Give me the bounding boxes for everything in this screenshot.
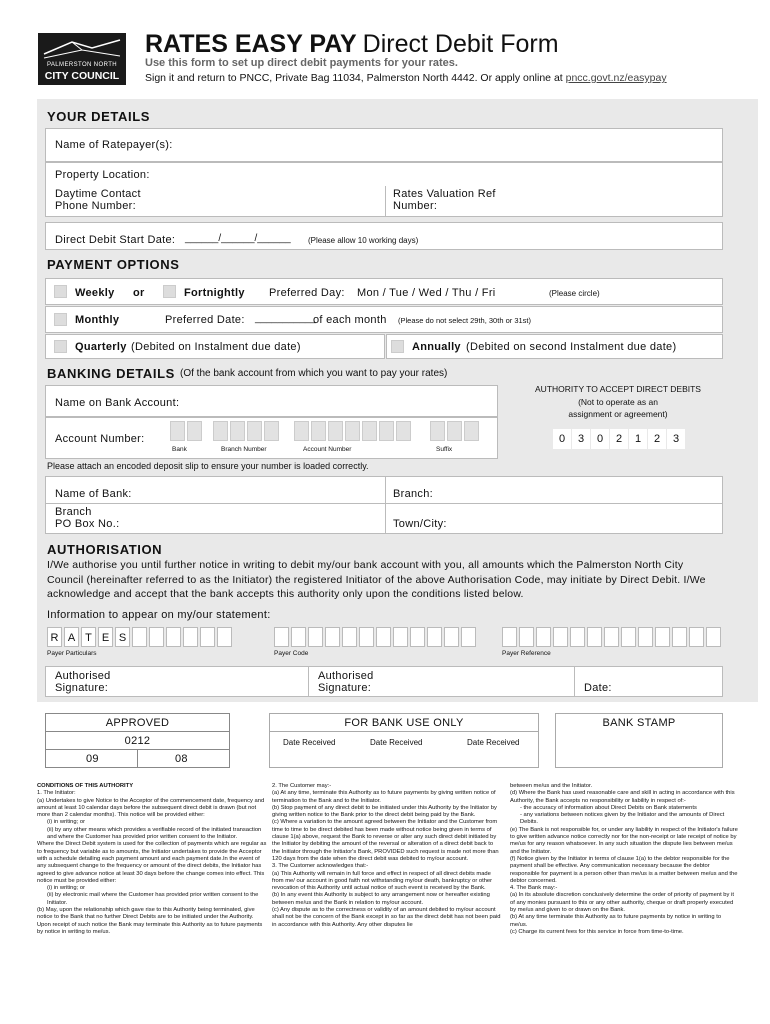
divider xyxy=(308,666,309,697)
of-month-label: of each month xyxy=(313,314,387,326)
authorisation-heading: AUTHORISATION xyxy=(47,542,163,557)
payer-particulars-cell[interactable] xyxy=(200,627,215,647)
quarterly-note: (Debited on Instalment due date) xyxy=(131,341,301,353)
branch-digit[interactable] xyxy=(230,421,245,441)
annually-checkbox[interactable] xyxy=(391,340,404,353)
payer-code-cell[interactable] xyxy=(325,627,340,647)
daytime-label-2: Phone Number: xyxy=(55,200,136,212)
date-received-1: Date Received xyxy=(283,738,336,747)
payer-reference-cell[interactable] xyxy=(519,627,534,647)
payer-code-cell[interactable] xyxy=(393,627,408,647)
payer-code-caption: Payer Code xyxy=(274,650,309,657)
account-digit[interactable] xyxy=(311,421,326,441)
allow-note: (Please allow 10 working days) xyxy=(308,236,419,245)
bank-caption: Bank xyxy=(172,446,187,453)
weekly-checkbox[interactable] xyxy=(54,285,67,298)
date-received-3: Date Received xyxy=(467,738,520,747)
not-select-note: (Please do not select 29th, 30th or 31st) xyxy=(398,316,531,325)
authority-line-2: (Not to operate as an xyxy=(578,397,658,407)
circle-note: (Please circle) xyxy=(549,289,600,298)
conditions-col-1: CONDITIONS OF THIS AUTHORITY 1. The Initiator: (a) Undertakes to give Notice to the Acceptor of the commencement date, frequency and amount at least 10 calendar days before the subsequent direct debit is drawn (but not more than 2 calendar months). This notice will be provided either: (i) in writing; or (ii) by any other means which provides a verifiable record of the initiated transaction and where the Customer has provided prior written consent to the Initiator. Where the Direct Debit system is used for the collection of payments which are regular as to frequency but variable as to amounts, the Initiator undertakes to provide the Acceptor with a schedule detailing each payment amount and each payment date.In the event of any subsequent change to the frequency or amount of the direct debits, the Initiator has agreed to give advance notice at least 30 days before the change comes into effect. This notice must be provided either: (i) in writing; or (ii) by electronic mail where the Customer has provided prior written consent to the Initiator. (b) May, upon the relationship which gave rise to this Authority being terminated, give notice to the Bank that no further Direct Debits are to be initiated under the Authority. Upon receipt of such notice the Bank may terminate this Authority as to future payments by notice in writing to me/us. xyxy=(37,783,267,935)
divider xyxy=(269,731,539,732)
suffix-caption: Suffix xyxy=(436,446,453,453)
payer-code-cell[interactable] xyxy=(274,627,289,647)
payer-code-cell[interactable] xyxy=(461,627,476,647)
valuation-label-2: Number: xyxy=(393,200,438,212)
return-instructions: Sign it and return to PNCC, Private Bag 11034, Palmerston North 4442. Or apply online at pncc.govt.nz/easypay xyxy=(145,72,667,84)
payer-code-cell[interactable] xyxy=(376,627,391,647)
authority-line-3: assignment or agreement) xyxy=(568,409,668,419)
form-subtitle: Use this form to set up direct debit payments for your rates. xyxy=(145,57,458,69)
payer-code-cell[interactable] xyxy=(359,627,374,647)
banking-note: (Of the bank account from which you want to pay your rates) xyxy=(180,368,448,379)
start-date-blank: ______/______/______ xyxy=(185,233,291,244)
branch-digit[interactable] xyxy=(264,421,279,441)
bank-use-label: FOR BANK USE ONLY xyxy=(344,717,464,729)
payer-reference-cell[interactable] xyxy=(689,627,704,647)
quarterly-label: Quarterly xyxy=(75,341,127,353)
authority-code-digit: 3 xyxy=(572,429,590,449)
name-on-account-label: Name on Bank Account: xyxy=(55,397,180,409)
account-digit[interactable] xyxy=(396,421,411,441)
valuation-label-1: Rates Valuation Ref xyxy=(393,188,496,200)
payer-reference-cell[interactable] xyxy=(621,627,636,647)
signature-1-label-b: Signature: xyxy=(55,682,109,694)
account-digit[interactable] xyxy=(379,421,394,441)
authorisation-text: I/We authorise you until further notice in writing to debit my/our bank account with you, all amounts which the Palmerston North City Council (hereinafter referred to as the Initiator) the registered Initiator of the above Authorisation Code, may initiate by Direct Debit. I/We acknowledge and accept that the bank accepts this authority only upon the conditions listed below. xyxy=(47,559,706,600)
divider xyxy=(137,749,138,768)
easypay-link[interactable]: pncc.govt.nz/easypay xyxy=(565,72,667,84)
weekly-label: Weekly xyxy=(75,287,115,299)
payer-code-cell[interactable] xyxy=(427,627,442,647)
authority-code-digit: 2 xyxy=(648,429,666,449)
start-date-label: Direct Debit Start Date: xyxy=(55,234,176,246)
payer-reference-caption: Payer Reference xyxy=(502,650,551,657)
bank-digit[interactable] xyxy=(187,421,202,441)
payer-particulars-cell[interactable] xyxy=(149,627,164,647)
divider xyxy=(385,186,386,217)
approved-label: APPROVED xyxy=(105,717,170,729)
branch-label: Branch: xyxy=(393,488,434,500)
payer-reference-cell[interactable] xyxy=(536,627,551,647)
monthly-label: Monthly xyxy=(75,314,120,326)
account-digit[interactable] xyxy=(294,421,309,441)
logo-line-2: CITY COUNCIL xyxy=(44,70,120,82)
payer-code-cell[interactable] xyxy=(291,627,306,647)
payer-particulars-letter[interactable]: A xyxy=(64,627,79,647)
name-of-bank-label: Name of Bank: xyxy=(55,488,132,500)
logo-line-1: PALMERSTON NORTH xyxy=(46,62,118,68)
account-digit[interactable] xyxy=(345,421,360,441)
payer-code-cell[interactable] xyxy=(342,627,357,647)
branch-po-label-2: PO Box No.: xyxy=(55,518,120,530)
payer-reference-cell[interactable] xyxy=(587,627,602,647)
payer-reference-cell[interactable] xyxy=(502,627,517,647)
or-label: or xyxy=(133,287,145,299)
statement-info-label: Information to appear on my/our statement: xyxy=(47,609,271,621)
payer-reference-cell[interactable] xyxy=(604,627,619,647)
payer-reference-cell[interactable] xyxy=(638,627,653,647)
payer-code-cell[interactable] xyxy=(444,627,459,647)
divider xyxy=(574,666,575,697)
town-city-label: Town/City: xyxy=(393,518,447,530)
divider xyxy=(45,731,230,732)
branch-po-label-1: Branch xyxy=(55,506,92,518)
authority-code-digit: 3 xyxy=(667,429,685,449)
authority-code-digit: 0 xyxy=(553,429,571,449)
payer-particulars-cell[interactable] xyxy=(132,627,147,647)
your-details-heading: YOUR DETAILS xyxy=(47,109,151,124)
approved-value-a: 09 xyxy=(86,753,99,765)
payment-options-heading: PAYMENT OPTIONS xyxy=(47,257,180,272)
property-label: Property Location: xyxy=(55,169,150,181)
bank-branch-field[interactable] xyxy=(45,476,723,534)
suffix-digit[interactable] xyxy=(464,421,479,441)
signature-2-label-b: Signature: xyxy=(318,682,372,694)
preferred-day-label: Preferred Day: xyxy=(269,287,345,299)
logo-landscape-icon xyxy=(42,36,122,62)
payer-particulars-letter[interactable]: S xyxy=(115,627,130,647)
authority-code-digit: 1 xyxy=(629,429,647,449)
monthly-checkbox[interactable] xyxy=(54,313,67,326)
payer-particulars-cell[interactable] xyxy=(166,627,181,647)
payer-particulars-cell[interactable] xyxy=(183,627,198,647)
payer-reference-cell[interactable] xyxy=(672,627,687,647)
payer-code-cell[interactable] xyxy=(308,627,323,647)
suffix-digit[interactable] xyxy=(447,421,462,441)
account-number-label: Account Number: xyxy=(55,433,145,445)
preferred-date-label: Preferred Date: xyxy=(165,314,245,326)
authority-title: AUTHORITY TO ACCEPT DIRECT DEBITS xyxy=(535,384,701,394)
conditions-col-2: 2. The Customer may:- (a) At any time, terminate this Authority as to future payments by giving written notice of termination to the Bank and to the Initiator. (b) Stop payment of any direct debit to be initiated under this Authority by the Initiator by giving written notice to the Bank prior to the direct debit being paid by the Bank. (c) Where a variation to the amount agreed between the Initiator and the Customer from time to time to be direct debited has been made without notice being given in terms of clause 1(a) above, request the Bank to reverse or alter any such direct debit initiated by the Initiator by debiting the amount of the reversal or alteration of a direct debit back to the Initiator through the Initiator's Bank, PROVIDED such request is made not more than 120 days from the date when the direct debit was debited to my/our account. 3. The Customer acknowledges that:- (a) This Authority will remain in full force and effect in respect of all direct debits made from me/ our account in good faith not withstanding my/our death, bankruptcy or other revocation of this Authority until actual notice of such event is received by the Bank. (b) In any event this Authority is subject to any arrangement now or hereafter existing between me/us and the Bank in relation to my/our account. (c) Any dispute as to the correctness or validity of an amount debited to my/our account shall not be the concern of the Bank except in so far as the direct debit has not been paid in accordance with this Authority. Any other disputes lie xyxy=(272,783,501,928)
ratepayer-label: Name of Ratepayer(s): xyxy=(55,139,173,151)
bank-stamp-label: BANK STAMP xyxy=(602,717,676,729)
date-label: Date: xyxy=(584,682,612,694)
payer-particulars-caption: Payer Particulars xyxy=(47,650,97,657)
payer-particulars-cell[interactable] xyxy=(217,627,232,647)
authority-code-digit: 2 xyxy=(610,429,628,449)
bank-digit[interactable] xyxy=(170,421,185,441)
fortnightly-label: Fortnightly xyxy=(184,287,245,299)
date-received-2: Date Received xyxy=(370,738,423,747)
attach-deposit-note: Please attach an encoded deposit slip to ensure your number is loaded correctly. xyxy=(47,461,369,471)
annually-note: (Debited on second Instalment due date) xyxy=(466,341,677,353)
payer-reference-cell[interactable] xyxy=(706,627,721,647)
quarterly-checkbox[interactable] xyxy=(54,340,67,353)
payer-particulars-letter[interactable]: E xyxy=(98,627,113,647)
approved-code: 0212 xyxy=(124,735,151,747)
approved-value-b: 08 xyxy=(175,753,188,765)
fortnightly-checkbox[interactable] xyxy=(163,285,176,298)
banking-details-heading: BANKING DETAILS xyxy=(47,366,175,381)
suffix-digit[interactable] xyxy=(430,421,445,441)
conditions-col-3: between me/us and the Initiator. (d) Where the Bank has used reasonable care and skill in acting in accordance with this Authority, the Bank accepts no responsibility or liability in respect of:- - the accuracy of information about Direct Debits on Bank statements - any variations between notices given by the Initiator and the amounts of Direct Debits. (e) The Bank is not responsible for, or under any liability in respect of the Initiator's failure to give written advance notice correctly nor for the non-receipt or late receipt of notice by me/us for any reason whatsoever. In any such situation the dispute lies between me/us and the Initiator. (f) Notice given by the Initiator in terms of clause 1(a) to the debtor responsible for the payment shall be effective. Any communication necessary because the debtor responsible for payment is a person other than me/us is a matter between me/us and the debtor concerned. 4. The Bank may:- (a) In its absolute discretion conclusively determine the order of priority of payment by it of any monies pursuant to this or any other authority, cheque or draft properly executed by me/us and given to or drawn on the Bank. (b) At any time terminate this Authority as to future payments by notice in writing to me/us. (c) Charge its current fees for this service in force from time-to-time. xyxy=(510,783,738,935)
annually-label: Annually xyxy=(412,341,461,353)
weekday-options[interactable]: Mon / Tue / Wed / Thu / Fri xyxy=(357,287,496,299)
account-digit[interactable] xyxy=(328,421,343,441)
signature-1-label-a: Authorised xyxy=(55,670,111,682)
branch-digit[interactable] xyxy=(213,421,228,441)
account-number-caption: Account Number xyxy=(303,446,352,453)
daytime-label-1: Daytime Contact xyxy=(55,188,141,200)
preferred-date-blank[interactable]: ___________ xyxy=(255,313,317,324)
payer-code-cell[interactable] xyxy=(410,627,425,647)
form-title: RATES EASY PAY Direct Debit Form xyxy=(145,30,559,58)
branch-number-caption: Branch Number xyxy=(221,446,267,453)
pncc-logo xyxy=(38,33,126,85)
signature-2-label-a: Authorised xyxy=(318,670,374,682)
authority-code-digit: 0 xyxy=(591,429,609,449)
payer-reference-cell[interactable] xyxy=(553,627,568,647)
divider xyxy=(45,503,723,504)
payer-particulars-letter[interactable]: R xyxy=(47,627,62,647)
payer-reference-cell[interactable] xyxy=(655,627,670,647)
divider xyxy=(385,476,386,534)
account-digit[interactable] xyxy=(362,421,377,441)
branch-digit[interactable] xyxy=(247,421,262,441)
payer-particulars-letter[interactable]: T xyxy=(81,627,96,647)
signature-field[interactable] xyxy=(45,666,723,697)
payer-reference-cell[interactable] xyxy=(570,627,585,647)
